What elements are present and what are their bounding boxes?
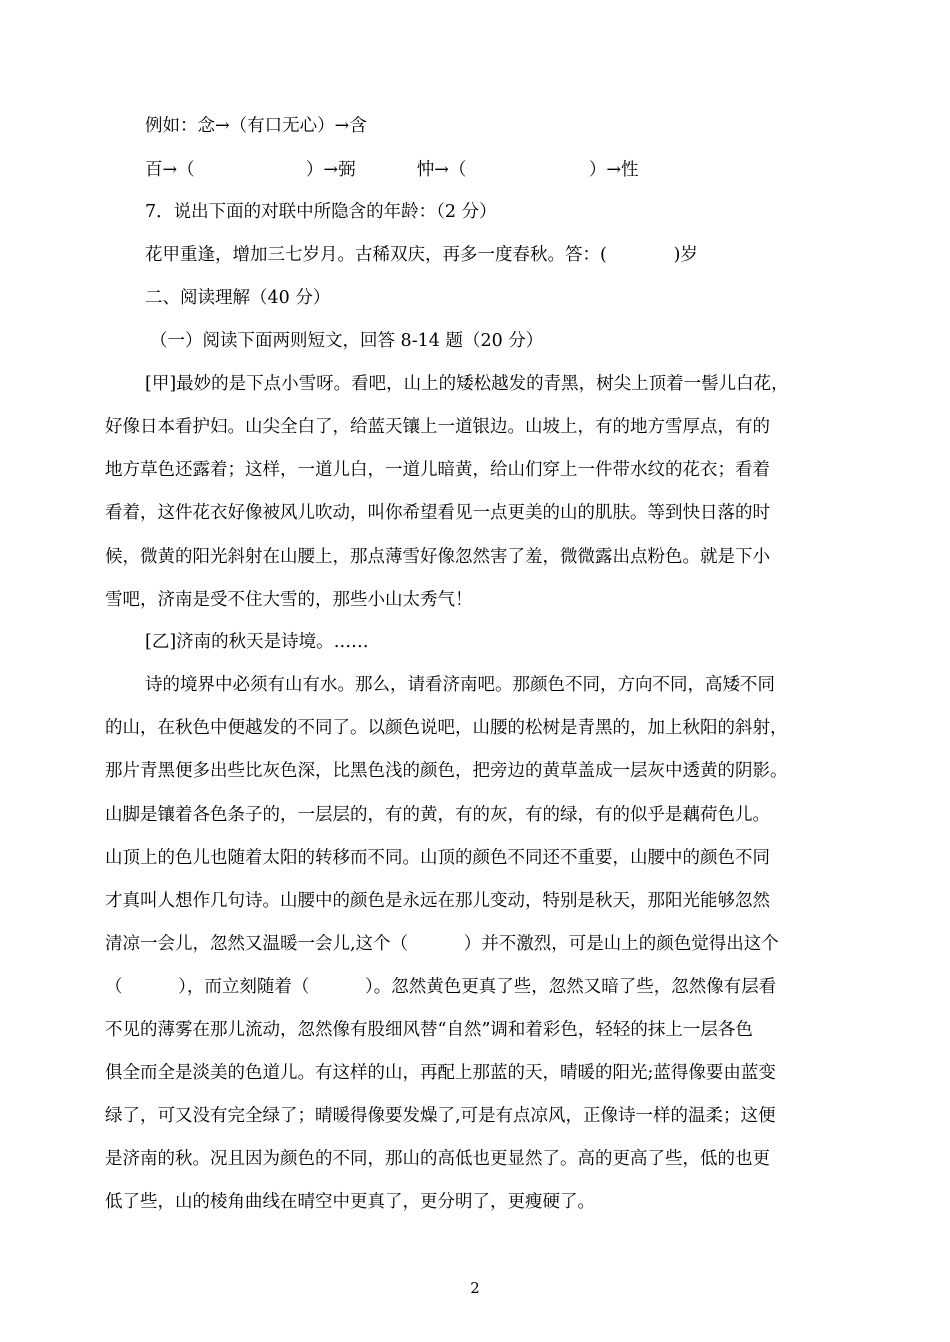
passage-line: 山顶上的色儿也随着太阳的转移而不同。山顶的颜色不同还不重要，山腰中的颜色不同 <box>105 848 770 868</box>
passage-line: 的山，在秋色中便越发的不同了。以颜色说吧，山腰的松树是青黑的，加上秋阳的斜射， <box>105 718 788 738</box>
passage-line: 雪吧，济南是受不住大雪的，那些小山太秀气！ <box>105 590 473 610</box>
section-heading: 二、阅读理解（40 分） <box>145 288 331 308</box>
passage-line: 候，微黄的阳光斜射在山腰上，那点薄雪好像忽然害了羞，微微露出点粉色。就是下小 <box>105 547 770 567</box>
question-7-text: 花甲重逢，增加三七岁月。古稀双庆，再多一度春秋。答：( )岁 <box>145 245 698 265</box>
passage-line: [甲]最妙的是下点小雪呀。看吧，山上的矮松越发的青黑，树尖上顶着一髻儿白花， <box>145 374 789 394</box>
passage-line: 诗的境界中必须有山有水。那么，请看济南吧。那颜色不同，方向不同，高矮不同 <box>145 675 775 695</box>
passage-line: 清凉一会儿，忽然又温暖一会儿,这个（ ）并不激烈，可是山上的颜色觉得出这个 <box>105 934 779 954</box>
passage-line: [乙]济南的秋天是诗境。…… <box>145 632 369 652</box>
passage-line: 是济南的秋。况且因为颜色的不同，那山的高低也更显然了。高的更高了些，低的也更 <box>105 1149 770 1169</box>
passage-line: 低了些，山的棱角曲线在晴空中更真了，更分明了，更瘦硬了。 <box>105 1192 595 1212</box>
passage-line: 看着，这件花衣好像被风儿吹动，叫你希望看见一点更美的山的肌肤。等到快日落的时 <box>105 503 770 523</box>
passage-line: 不见的薄雾在那儿流动，忽然像有股细风替“自然”调和着彩色，轻轻的抹上一层各色 <box>105 1020 753 1040</box>
passage-line: 地方草色还露着；这样，一道儿白，一道儿暗黄，给山们穿上一件带水纹的花衣；看着 <box>105 460 770 480</box>
exercise-answer-line: 百→（ ）→弼 忡→（ ）→性 <box>145 160 639 180</box>
passage-line: （ ），而立刻随着（ ）。忽然黄色更真了些，忽然又暗了些，忽然像有层看 <box>105 977 777 997</box>
passage-line: 好像日本看护妇。山尖全白了，给蓝天镶上一道银边。山坡上，有的地方雪厚点，有的 <box>105 417 770 437</box>
passage-line: 那片青黑便多出些比灰色深，比黑色浅的颜色，把旁边的黄草盖成一层灰中透黄的阴影。 <box>105 761 788 781</box>
page-number: 2 <box>470 1279 480 1297</box>
passage-line: 山脚是镶着各色条子的，一层层的，有的黄，有的灰，有的绿，有的似乎是藕荷色儿。 <box>105 805 770 825</box>
passage-line: 绿了，可又没有完全绿了；晴暖得像要发燥了,可是有点凉风，正像诗一样的温柔；这便 <box>105 1106 776 1126</box>
exercise-example: 例如：念→（有口无心）→含 <box>145 116 367 136</box>
passage-line: 才真叫人想作几句诗。山腰中的颜色是永远在那儿变动，特别是秋天，那阳光能够忽然 <box>105 891 770 911</box>
question-7-prompt: 7．说出下面的对联中所隐含的年龄：（2 分） <box>145 202 497 222</box>
section-subheading: （一）阅读下面两则短文，回答 8-14 题（20 分） <box>150 331 544 351</box>
passage-line: 俱全而全是淡美的色道儿。有这样的山，再配上那蓝的天，晴暖的阳光;蓝得像要由蓝变 <box>105 1063 776 1083</box>
